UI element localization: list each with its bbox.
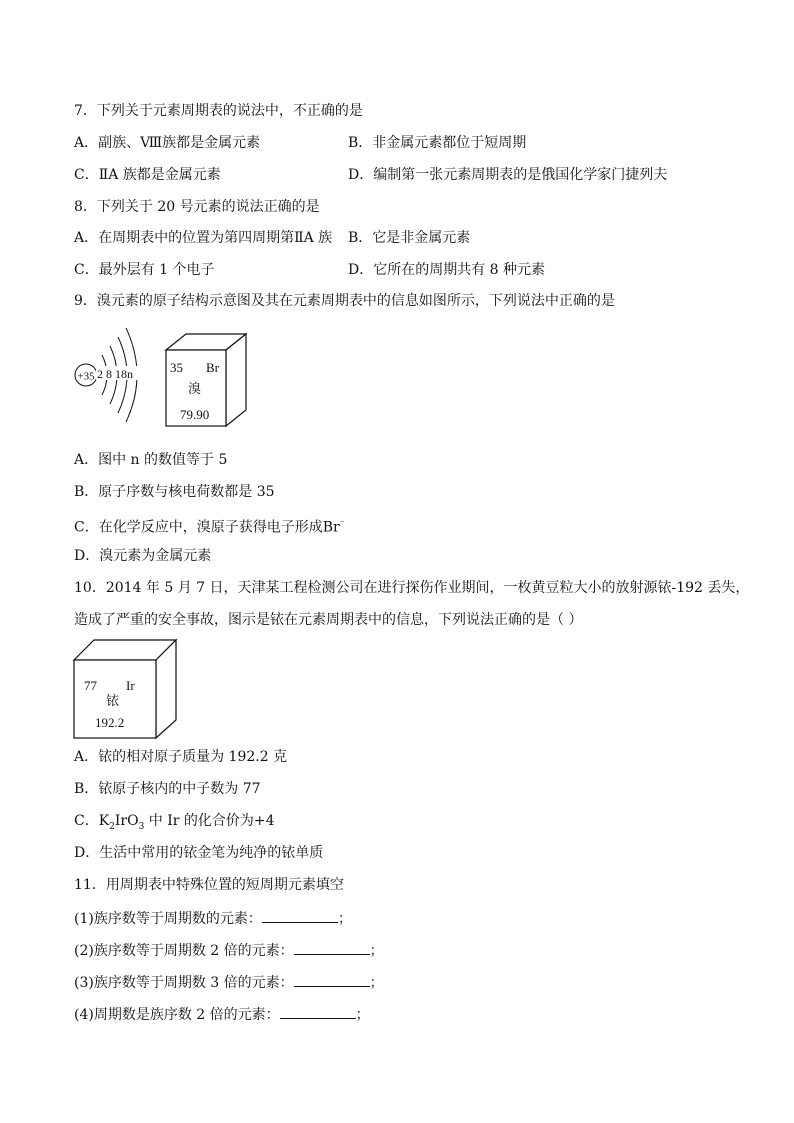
q10-option-c xyxy=(74,812,275,836)
q7-option-d: D．编制第一张元素周期表的是俄国化学家门捷列夫 xyxy=(348,167,668,183)
bromide-ion-symbol: Br xyxy=(322,519,340,536)
nucleus-charge: +35 xyxy=(77,370,95,383)
answer-blank-2[interactable] xyxy=(294,940,370,955)
q7-option-c: C．ⅡA 族都是金属元素 xyxy=(74,167,221,183)
iridium-symbol: Ir xyxy=(126,678,135,693)
q11-item-4-end: ； xyxy=(355,1007,370,1023)
bromide-ion-charge: ⁻ xyxy=(339,519,345,529)
q11-item-3-text: (3)族序数等于周期数 3 倍的元素： xyxy=(74,975,294,991)
answer-blank-1[interactable] xyxy=(262,908,338,923)
answer-blank-4[interactable] xyxy=(280,1004,356,1019)
q10-option-b: B．铱原子核内的中子数为 77 xyxy=(74,781,261,797)
q9-option-a: A．图中 n 的数值等于 5 xyxy=(74,452,228,468)
iridium-element-card xyxy=(70,636,184,740)
q10-option-c-prefix: C．K xyxy=(74,813,110,829)
iridium-name: 铱 xyxy=(106,693,120,708)
q8-option-c: C．最外层有 1 个电子 xyxy=(74,262,215,278)
q8-option-d: D．它所在的周期共有 8 种元素 xyxy=(348,262,546,278)
electron-shell-counts: 2 8 18n xyxy=(97,367,133,381)
q11-item-1-text: (1)族序数等于周期数的元素： xyxy=(74,911,262,927)
iridium-atomic-mass: 192.2 xyxy=(95,715,125,730)
potassium-subscript: 2 xyxy=(109,821,115,832)
q11-item-2-end: ； xyxy=(369,943,384,959)
q9-stem: 9．溴元素的原子结构示意图及其在元素周期表中的信息如图所示，下列说法中正确的是 xyxy=(74,293,615,309)
oxygen-subscript: 3 xyxy=(138,821,145,832)
bromine-atom-structure-diagram xyxy=(72,322,152,432)
q11-item-4-text: (4)周期数是族序数 2 倍的元素： xyxy=(74,1007,280,1023)
q9-option-b: B．原子序数与核电荷数都是 35 xyxy=(74,484,275,500)
bromine-atomic-mass: 79.90 xyxy=(180,407,210,422)
answer-blank-3[interactable] xyxy=(294,972,370,987)
q11-item-3 xyxy=(74,972,384,992)
q10-stem-line2: 造成了严重的安全事故，图示是铱在元素周期表中的信息，下列说法正确的是（ ） xyxy=(74,612,583,628)
q7-stem: 7．下列关于元素周期表的说法中，不正确的是 xyxy=(74,103,363,119)
q10-option-d: D．生活中常用的铱金笔为纯净的铱单质 xyxy=(74,845,324,861)
bromine-symbol: Br xyxy=(206,360,219,375)
q7-option-b: B．非金属元素都位于短周期 xyxy=(348,135,527,151)
bromine-name: 溴 xyxy=(188,381,202,396)
q10-option-a: A．铱的相对原子质量为 192.2 克 xyxy=(74,749,288,765)
q7-option-a: A．副族、Ⅷ族都是金属元素 xyxy=(74,135,261,151)
q8-stem: 8．下列关于 20 号元素的说法正确的是 xyxy=(74,199,320,215)
q11-item-3-end: ； xyxy=(369,975,384,991)
q8-option-b: B．它是非金属元素 xyxy=(348,230,471,246)
q10-option-c-suffix: 中 Ir 的化合价为+4 xyxy=(144,813,275,829)
q8-option-a: A．在周期表中的位置为第四周期第ⅡA 族 xyxy=(74,230,333,246)
iridium-atomic-number: 77 xyxy=(84,678,97,693)
q11-item-1-end: ； xyxy=(337,911,352,927)
q11-stem: 11．用周期表中特殊位置的短周期元素填空 xyxy=(74,877,344,893)
q9-option-c-text: C．在化学反应中，溴原子获得电子形成 xyxy=(74,519,323,536)
q11-item-2 xyxy=(74,940,384,960)
q10-stem-line1: 10．2014 年 5 月 7 日，天津某工程检测公司在进行探伤作业期间，一枚黄豆粒大小的放射源铱-192 丢失， xyxy=(74,580,750,596)
q9-option-c xyxy=(74,515,344,537)
bromine-element-card xyxy=(160,330,272,430)
q11-item-2-text: (2)族序数等于周期数 2 倍的元素： xyxy=(74,943,294,959)
q11-item-4 xyxy=(74,1004,370,1024)
q10-option-c-formula: IrO xyxy=(114,813,139,829)
bromine-atomic-number: 35 xyxy=(170,360,183,375)
q11-item-1 xyxy=(74,908,352,928)
q9-option-d: D．溴元素为金属元素 xyxy=(74,548,212,564)
